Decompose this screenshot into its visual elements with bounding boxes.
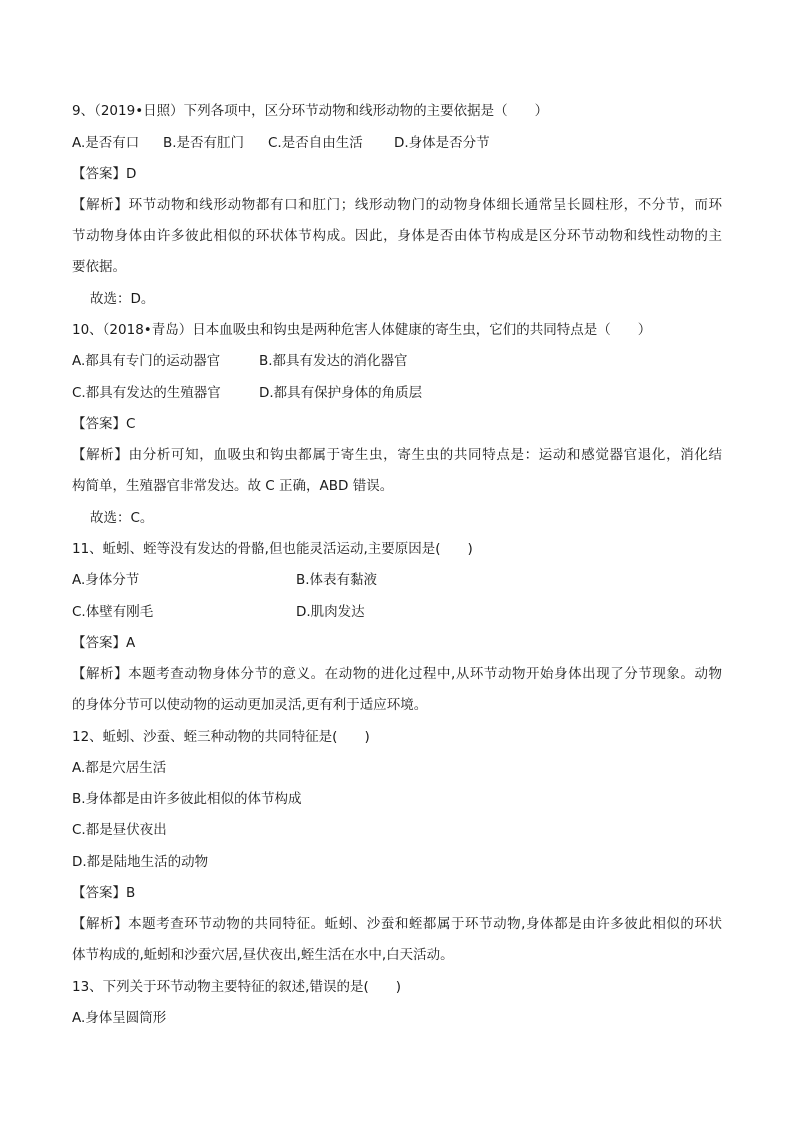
- q10-option-a: A.都具有专门的运动器官: [72, 353, 221, 369]
- q10-analysis-line-1: 【解析】由分析可知，血吸虫和钩虫都属于寄生虫，寄生虫的共同特点是：运动和感觉器官退化，消化结: [72, 447, 722, 463]
- q10-option-c: C.都具有发达的生殖器官: [72, 385, 221, 401]
- q10-choice: 故选：C。: [90, 510, 154, 526]
- q12-analysis-line-2: 体节构成的,蚯蚓和沙蚕穴居,昼伏夜出,蛭生活在水中,白天活动。: [72, 947, 454, 963]
- question-10-stem: 10、（2018•青岛）日本血吸虫和钩虫是两种危害人体健康的寄生虫，它们的共同特点是（ ）: [72, 322, 652, 338]
- q11-answer: 【答案】A: [72, 635, 136, 651]
- q9-analysis-line-1: 【解析】环节动物和线形动物都有口和肛门；线形动物门的动物身体细长通常呈长圆柱形，不分节，而环: [72, 197, 722, 213]
- q13-option-a: A.身体呈圆筒形: [72, 1010, 167, 1026]
- question-11-stem: 11、蚯蚓、蛭等没有发达的骨骼,但也能灵活运动,主要原因是( ): [72, 541, 473, 557]
- q9-answer: 【答案】D: [72, 166, 137, 182]
- question-9-stem: 9、（2019•日照）下列各项中，区分环节动物和线形动物的主要依据是（ ）: [72, 103, 549, 119]
- q10-answer: 【答案】C: [72, 416, 136, 432]
- q11-option-b: B.体表有黏液: [296, 572, 378, 588]
- q9-analysis-line-2: 节动物身体由许多彼此相似的环状体节构成。因此，身体是否由体节构成是区分环节动物和线性动物的主: [72, 228, 722, 244]
- q12-analysis-line-1: 【解析】本题考查环节动物的共同特征。蚯蚓、沙蚕和蛭都属于环节动物,身体都是由许多彼此相似的环状: [72, 916, 722, 932]
- q11-analysis-line-1: 【解析】本题考查动物身体分节的意义。在动物的进化过程中,从环节动物开始身体出现了分节现象。动物: [72, 666, 722, 682]
- question-13-stem: 13、下列关于环节动物主要特征的叙述,错误的是( ): [72, 979, 402, 995]
- q9-option-c: C.是否自由生活: [268, 135, 363, 151]
- q11-option-c: C.体壁有刚毛: [72, 604, 154, 620]
- q12-option-c: C.都是昼伏夜出: [72, 822, 167, 838]
- q10-option-b: B.都具有发达的消化器官: [259, 353, 408, 369]
- q12-option-a: A.都是穴居生活: [72, 760, 167, 776]
- q9-choice: 故选：D。: [90, 291, 155, 307]
- q12-answer: 【答案】B: [72, 885, 136, 901]
- q10-analysis-line-2: 构简单，生殖器官非常发达。故 C 正确，ABD 错误。: [72, 478, 394, 494]
- q11-option-d: D.肌肉发达: [296, 604, 365, 620]
- q9-option-a: A.是否有口: [72, 135, 140, 151]
- q11-analysis-line-2: 的身体分节可以使动物的运动更加灵活,更有利于适应环境。: [72, 697, 428, 713]
- q12-option-d: D.都是陆地生活的动物: [72, 854, 209, 870]
- q9-analysis-line-3: 要依据。: [72, 259, 126, 275]
- q9-option-d: D.身体是否分节: [394, 135, 490, 151]
- q9-option-b: B.是否有肛门: [163, 135, 245, 151]
- question-12-stem: 12、蚯蚓、沙蚕、蛭三种动物的共同特征是( ): [72, 729, 370, 745]
- q10-option-d: D.都具有保护身体的角质层: [259, 385, 423, 401]
- q12-option-b: B.身体都是由许多彼此相似的体节构成: [72, 791, 302, 807]
- q11-option-a: A.身体分节: [72, 572, 140, 588]
